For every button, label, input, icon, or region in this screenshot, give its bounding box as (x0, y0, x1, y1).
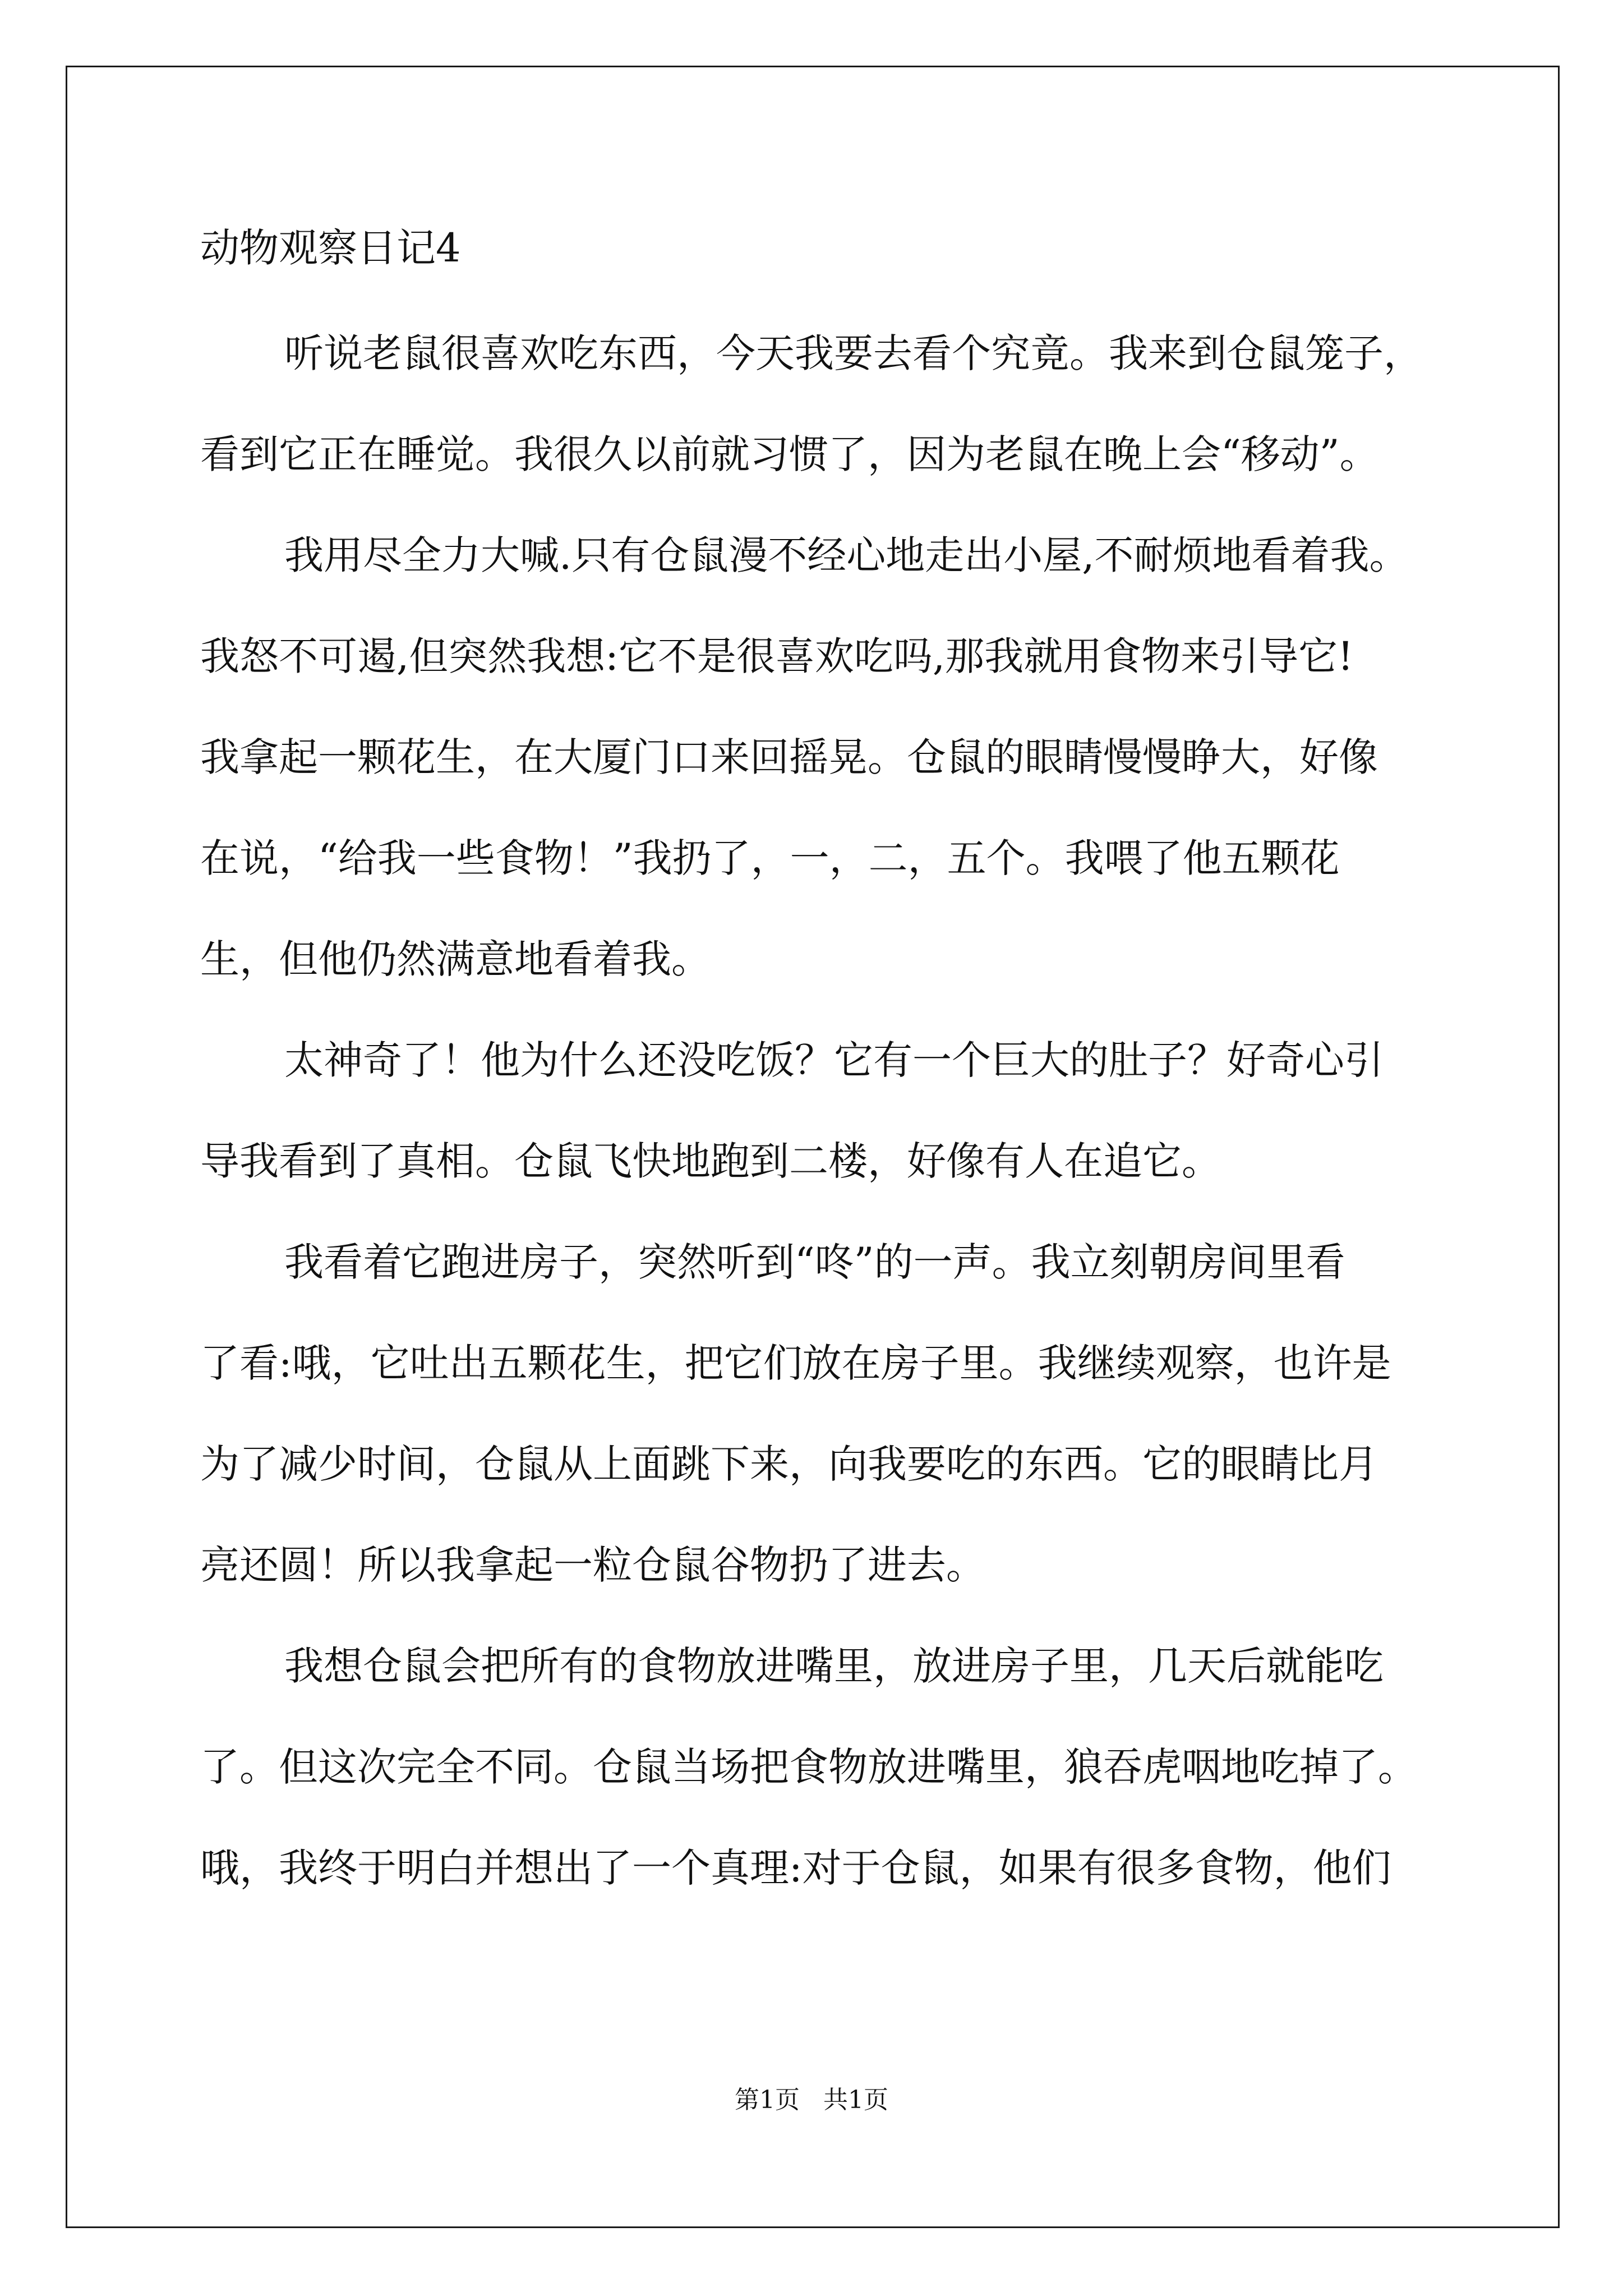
paragraph-5-line-3: 哦，我终于明白并想出了一个真理:对于仓鼠，如果有很多食物，他们 (200, 1845, 1391, 1891)
paragraph-5-line-2: 了。但这次完全不同。仓鼠当场把食物放进嘴里，狼吞虎咽地吃掉了。 (200, 1744, 1417, 1790)
paragraph-4-line-1: 我看着它跑进房子，突然听到“咚”的一声。我立刻朝房间里看 (284, 1239, 1345, 1285)
paragraph-4-line-4: 亮还圆！所以我拿起一粒仓鼠谷物扔了进去。 (200, 1542, 985, 1588)
paragraph-3-line-2: 导我看到了真相。仓鼠飞快地跑到二楼，好像有人在追它。 (200, 1138, 1221, 1184)
paragraph-1-line-1: 听说老鼠很喜欢吃东西，今天我要去看个究竟。我来到仓鼠笼子， (284, 330, 1423, 376)
paragraph-1-line-2: 看到它正在睡觉。我很久以前就习惯了，因为老鼠在晚上会“移动”。 (200, 431, 1379, 477)
paragraph-4-line-2: 了看:哦，它吐出五颗花生，把它们放在房子里。我继续观察，也许是 (200, 1340, 1391, 1386)
page-number-footer: 第1页 共1页 (735, 2086, 888, 2114)
paragraph-3-line-1: 太神奇了！他为什么还没吃饭？它有一个巨大的肚子？好奇心引 (284, 1037, 1384, 1083)
paragraph-2-line-3: 我拿起一颗花生，在大厦门口来回摇晃。仓鼠的眼睛慢慢睁大，好像 (200, 734, 1378, 780)
paragraph-2-line-1: 我用尽全力大喊.只有仓鼠漫不经心地走出小屋,不耐烦地看着我。 (284, 532, 1409, 578)
paragraph-2-line-2: 我怒不可遏,但突然我想:它不是很喜欢吃吗,那我就用食物来引导它! (200, 633, 1354, 679)
document-title: 动物观察日记4 (200, 225, 461, 271)
paragraph-4-line-3: 为了减少时间，仓鼠从上面跳下来，向我要吃的东西。它的眼睛比月 (200, 1441, 1378, 1487)
paragraph-2-line-5: 生，但他仍然满意地看着我。 (200, 936, 711, 982)
paragraph-2-line-4: 在说，“给我一些食物！”我扔了，一，二，五个。我喂了他五颗花 (200, 835, 1340, 881)
paragraph-5-line-1: 我想仓鼠会把所有的食物放进嘴里，放进房子里，几天后就能吃 (284, 1643, 1384, 1689)
